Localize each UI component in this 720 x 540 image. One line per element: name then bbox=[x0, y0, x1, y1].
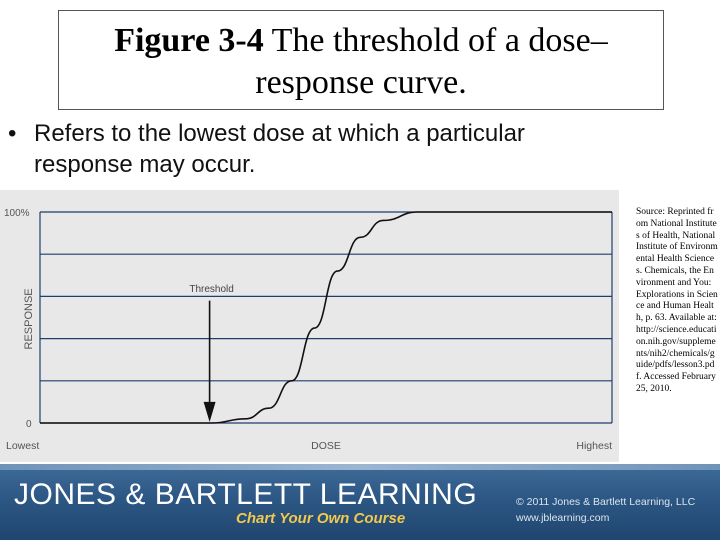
bullet-point bbox=[8, 118, 628, 180]
x-axis-label: DOSE bbox=[311, 440, 341, 452]
y-tick-label-max: 100% bbox=[4, 208, 30, 219]
copyright-text: © 2011 Jones & Bartlett Learning, LLC bbox=[516, 496, 696, 508]
footer-stripe bbox=[0, 464, 720, 470]
y-tick-label-min: 0 bbox=[26, 419, 32, 430]
threshold-label: Threshold bbox=[189, 284, 234, 296]
figure-number: Figure 3-4 bbox=[114, 22, 264, 59]
publisher-footer bbox=[0, 464, 720, 540]
chart-panel bbox=[0, 190, 619, 462]
figure-caption: The threshold of a dose–response curve. bbox=[255, 22, 608, 101]
dose-response-chart bbox=[0, 190, 619, 462]
website-text: www.jblearning.com bbox=[516, 512, 610, 524]
publisher-tagline: Chart Your Own Course bbox=[236, 510, 406, 527]
y-axis-label: RESPONSE bbox=[23, 288, 35, 350]
dose-response-curve bbox=[40, 212, 612, 423]
x-tick-label-lowest: Lowest bbox=[6, 440, 40, 452]
bullet-marker: • bbox=[8, 120, 17, 147]
publisher-logo-text: JONES & BARTLETT LEARNING bbox=[14, 478, 478, 511]
slide-title bbox=[58, 10, 664, 110]
threshold-arrow-head bbox=[204, 402, 216, 422]
bullet-text: Refers to the lowest dose at which a particular response may occur. bbox=[34, 120, 525, 178]
source-note: Source: Reprinted from National Institutes of Health, National Institute of Environmental Health Sciences. Chemicals, the Environment and You: Explorations in Science and Human Health, p. 63. Available at: http://science.education.nih.gov/supplements/nih2/chemicals/guide/pdfs/lesson3.pdf. Accessed February 25, 2010. bbox=[636, 207, 718, 394]
x-tick-label-highest: Highest bbox=[576, 440, 612, 452]
